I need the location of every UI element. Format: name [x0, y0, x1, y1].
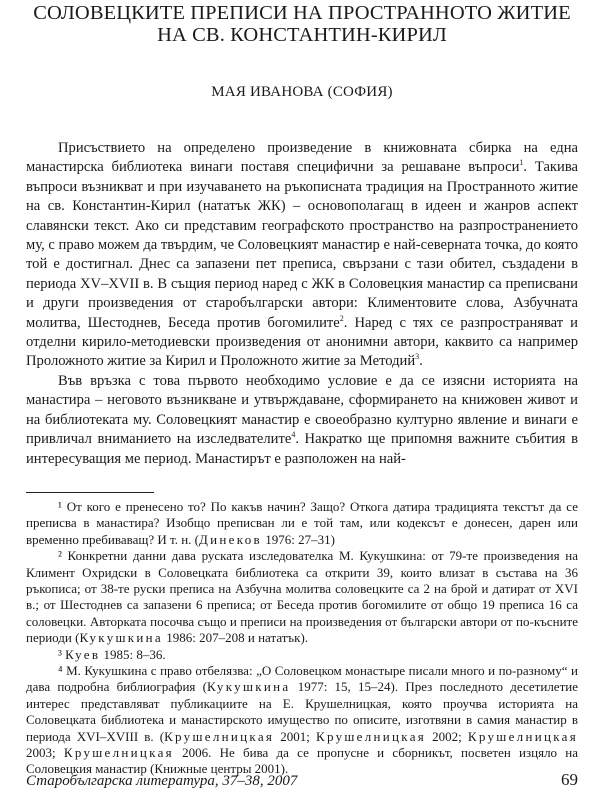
footnote-4: ⁴ М. Кукушкина с право отбелязва: „О Соловецком монастыре писали много и по-разному“ и дава подробна библиография (Кукушкина 1977: 15, 15–24). През последното десетилетие интерес представляват публикациите на Е. Крушелницкая, която проучва историята на Соловецката библиотека и манастирското имущество по описите, изготвяни в самия манастир в периода XVI–XVIII в. (Крушелницкая 2001; Крушелницкая 2002; Крушелницкая 2003; Крушелницкая 2006. Не бива да се пропусне и сборникът, посветен изцяло на Соловецкия манастир (Книжные центры 2001). [26, 662, 578, 777]
footnote-1-citation: Динеков [199, 531, 262, 547]
title-line-2: НА СВ. КОНСТАНТИН-КИРИЛ [157, 24, 447, 46]
p1-part-3: . Наред с тях се разпространяват и отделни кирило-методиевски произведения от анонимни автори, каквито са например Проложното житие за Кирил и Проложното житие за Методий [26, 314, 578, 370]
footnote-3: ³ Куев 1985: 8–36. [58, 646, 166, 662]
p1-part-2: . Такива въпроси възникват и при изучаването на ръкописната традиция на Пространното житие на св. Константин-Кирил (нататък ЖК) – основополагащ в идеен и жанров аспект славянски текст. Ако си представим географското пространство на разпространението му, с право можем да твърдим, че Соловецкият манастир е най-северната точка, до която той е достигнал. Днес са запазени пет преписа, свързани с тази обител, създадени в периода XV–XVII в. В същия период наред с ЖК в Соловецкия манастир са преписвани и други произведения от старобългарски автори: Климентовите слова, Азбучната молитва, Шестоднев, Беседа против богомилите [26, 159, 579, 331]
footnote-3-citation: Куев [65, 646, 101, 662]
footnote-ref-1[interactable]: 1 [519, 158, 524, 168]
page-footer [26, 770, 578, 790]
journal-citation: Старобългарска литература, 37–38, 2007 [26, 773, 298, 789]
article-author: МАЯ ИВАНОВА (СОФИЯ) [211, 84, 393, 100]
p1-part-4: . [419, 353, 423, 370]
article-body [26, 139, 578, 469]
body-paragraph-1 [26, 139, 578, 372]
footnote-2: ² Конкретни данни дава руската изследователка М. Кукушкина: от 79-те произведения на Климент Охридски в Соловецката библиотека са открити 39, които влизат в състава на 36 ръкописа; от 38-те руски преписа на Азбучна молитва соловецките са 2 на брой и датират от XVI в.; от Шестоднев са запазени 6 преписа; от Беседа против богомилите от общо 19 преписа 16 са соловецки. Авторката посочва също и преписи на произведения от български автори от по-късните периоди (Кукушкина 1986: 207–208 и нататък). [26, 548, 578, 646]
title-line-1: СОЛОВЕЦКИТЕ ПРЕПИСИ НА ПРОСТРАННОТО ЖИТИЕ [33, 2, 571, 24]
article-title [26, 0, 578, 46]
footnote-ref-2[interactable]: 2 [339, 313, 344, 323]
footnote-2-citation: Кукушкина [79, 630, 164, 646]
footnote-4-citation-5: Крушелницкая [63, 745, 174, 760]
footnote-4-citation-4: Крушелницкая [467, 728, 578, 744]
footnote-ref-3[interactable]: 3 [415, 352, 420, 362]
p2-part-1: Във връзка с това първото необходимо условие е да се изясни историята на манастира – неговото възникване и утвърждаване, сформирането на книжовен живот и на библиотеката му. Соловецкият манастир е своеобразно културно явление и винаги е привличал вниманието на изследвателите [26, 372, 578, 448]
footnote-separator [26, 492, 154, 493]
footnotes [26, 499, 578, 778]
footnote-4-citation-2: Крушелницкая [164, 728, 275, 744]
footnote-ref-4[interactable]: 4 [291, 430, 296, 440]
footnote-4-citation-3: Крушелницкая [315, 728, 427, 744]
p1-part-1: Присъствието на определено произведение в книжовната сбирка на една манастирска библиотека винаги поставя специфични за решаване въпроси [26, 140, 578, 176]
footnote-1: ¹ От кого е пренесено то? По какъв начин? Защо? Откога датира традицията текстът да се преписва в манастира? Изобщо преписван ли е той там, или кодексът е донесен, дарен или временно пребиваващ? И т. н. (Динеков 1976: 27–31) [26, 498, 578, 547]
page-number: 69 [561, 770, 578, 789]
body-paragraph-2 [26, 372, 578, 469]
p2-part-2: . Накратко ще припомня важните събития в интересуващия ме период. Манастирът е разположен на най- [26, 431, 578, 467]
footnote-4-citation-1: Кукушкина [206, 679, 291, 695]
